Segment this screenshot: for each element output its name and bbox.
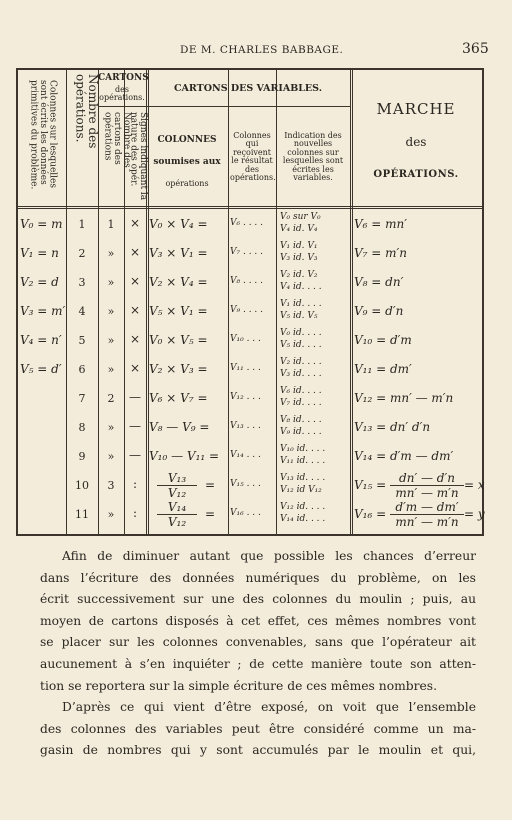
operations-table	[16, 68, 484, 536]
march-cell: V₉ = d′n	[354, 304, 404, 318]
march-lhs: V₁₆ =	[354, 507, 387, 521]
march-cell: V₁₂ = mn′ — m′n	[354, 391, 454, 405]
march-cell: V₁₀ = d′m	[354, 333, 412, 347]
carton-number-cell: »	[107, 450, 115, 463]
operand-fraction-denominator: V₁₂	[167, 486, 187, 500]
header-cartons-ops-sub: des opérations.	[99, 85, 145, 103]
result-column-cell: V₁₆ . . .	[230, 508, 261, 518]
march-rhs: = x	[464, 478, 485, 492]
sign-cell: :	[132, 506, 138, 520]
header-marche-operations: OPÉRATIONS.	[373, 169, 459, 180]
operation-cell: V₀ × V₄ =	[149, 217, 208, 231]
header-op-number: Nombre des opérations.	[73, 74, 101, 149]
sign-cell: —	[129, 448, 141, 462]
text-line: D’après ce qui vient d’être exposé, on voit que l’ensemble	[62, 700, 476, 715]
indication-line-1: V₁₂ id. . . .	[280, 502, 326, 512]
text-line: gasin de nombres qui y sont accumulés par le moulin et qui,	[40, 743, 476, 758]
page-header	[0, 41, 512, 60]
indication-line-1: V₁₀ id. . . .	[280, 444, 326, 454]
sign-cell: :	[132, 477, 138, 491]
carton-number-cell: »	[107, 334, 115, 347]
march-numerator: d′m — dm′	[390, 500, 464, 515]
sign-cell: ×	[129, 361, 141, 375]
carton-number-cell: »	[107, 363, 115, 376]
header-rule	[98, 106, 146, 107]
header-cartons-vars: CARTONS DES VARIABLES.	[174, 83, 322, 94]
indication-line-1: V₁₃ id. . . .	[280, 473, 326, 483]
carton-number-cell: »	[107, 305, 115, 318]
operation-cell: V₀ × V₅ =	[149, 333, 208, 347]
indication-line-2: V₅ id. V₅	[280, 311, 318, 321]
given-value-cell: V₃ = m′	[20, 304, 66, 318]
operand-fraction-denominator: V₁₂	[167, 515, 187, 529]
indication-line-2: V₃ id. V₃	[280, 253, 318, 263]
indication-line-1: V₀ sur V₀	[280, 212, 321, 222]
indication-line-1: V₆ id. . . .	[280, 386, 322, 396]
march-rhs: = y	[464, 507, 485, 521]
header-rule	[146, 106, 350, 107]
given-value-cell: V₁ = n	[20, 246, 59, 260]
result-column-cell: V₁₂ . . .	[230, 392, 261, 402]
indication-line-1: V₁ id. . . .	[280, 299, 322, 309]
op-number-cell: 6	[78, 363, 86, 376]
op-number-cell: 11	[75, 508, 89, 521]
result-column-cell: V₇ . . . .	[230, 247, 263, 257]
header-operands-3: opérations	[165, 179, 209, 188]
op-number-cell: 5	[78, 334, 86, 347]
operation-cell: V₃ × V₁ =	[149, 246, 208, 260]
text-line: aucunement à s’en inquiéter ; de cette manière toute son atten-	[40, 656, 476, 671]
operation-cell: V₁₀ — V₁₁ =	[149, 449, 220, 463]
result-column-cell: V₁₃ . . .	[230, 421, 261, 431]
march-cell: V₁₄ = d′m — dm′	[354, 449, 454, 463]
result-column-cell: V₁₁ . . .	[230, 363, 261, 373]
indication-line-1: V₂ id. . . .	[280, 357, 322, 367]
indication-line-1: V₀ id. . . .	[280, 328, 322, 338]
carton-number-cell: 2	[107, 392, 115, 405]
header-receive: Colonnes qui reçoivent le résultat des opérations.	[230, 131, 276, 182]
result-column-cell: V₁₀ . . .	[230, 334, 261, 344]
indication-line-2: V₁₁ id. . . .	[280, 456, 326, 466]
march-cell: V₆ = mn′	[354, 217, 407, 231]
running-title: DE M. CHARLES BABBAGE.	[180, 44, 344, 56]
operation-cell: V₆ × V₇ =	[149, 391, 208, 405]
text-line: dans l’écriture des données numériques du problème, on les	[40, 570, 476, 585]
op-number-cell: 1	[78, 218, 86, 231]
column-rule	[66, 70, 67, 534]
sign-cell: —	[129, 419, 141, 433]
header-carton-number: Nombre des cartons des opérations	[102, 112, 132, 168]
sign-cell: ×	[129, 332, 141, 346]
indication-line-2: V₉ id. . . .	[280, 427, 322, 437]
text-line: tion se reportera sur la simple écriture de ces mêmes nombres.	[40, 678, 438, 693]
indication-line-1: V₁ id. V₁	[280, 241, 318, 251]
carton-number-cell: 1	[107, 218, 115, 231]
sign-cell: ×	[129, 303, 141, 317]
sign-cell: ×	[129, 274, 141, 288]
indication-line-2: V₄ id. V₄	[280, 224, 318, 234]
sign-cell: ×	[129, 216, 141, 230]
text-line: Afin de diminuer autant que possible les chances d’erreur	[62, 549, 476, 563]
indication-line-1: V₂ id. V₂	[280, 270, 318, 280]
header-operands-2: soumises aux	[153, 157, 221, 167]
op-number-cell: 10	[75, 479, 89, 492]
given-value-cell: V₂ = d	[20, 275, 59, 289]
indication-line-2: V₇ id. . . .	[280, 398, 322, 408]
op-number-cell: 9	[78, 450, 86, 463]
carton-number-cell: »	[107, 247, 115, 260]
carton-number-cell: »	[107, 421, 115, 434]
page-number: 365	[462, 41, 489, 57]
header-marche: MARCHE	[376, 100, 456, 118]
header-signs: Signes indiquant la nature des opér.	[128, 112, 148, 201]
result-column-cell: V₆ . . . .	[230, 218, 263, 228]
column-rule	[276, 70, 277, 534]
sign-cell: —	[129, 390, 141, 404]
march-cell: V₇ = m′n	[354, 246, 407, 260]
op-number-cell: 2	[78, 247, 86, 260]
header-given-columns: Colonnes sur lesquelles sont écrits les données primitives du problème.	[28, 80, 58, 190]
text-line: écrit successivement sur une des colonnes du moulin ; puis, au	[40, 592, 476, 607]
indication-line-2: V₅ id. . . .	[280, 340, 322, 350]
result-column-cell: V₈ . . . .	[230, 276, 263, 286]
body-text	[40, 546, 476, 762]
text-line: se placer sur les colonnes convenables, sans que l’opérateur ait	[40, 635, 476, 650]
equals-sign: =	[205, 507, 216, 521]
result-column-cell: V₉ . . . .	[230, 305, 263, 315]
indication-line-2: V₁₄ id. . . .	[280, 514, 326, 524]
march-cell: V₈ = dn′	[354, 275, 404, 289]
operation-cell: V₂ × V₄ =	[149, 275, 208, 289]
operand-fraction-numerator: V₁₃	[157, 471, 197, 486]
carton-number-cell: »	[107, 276, 115, 289]
operand-fraction-numerator: V₁₄	[157, 500, 197, 515]
indication-line-2: V₃ id. . . .	[280, 369, 322, 379]
carton-number-cell: »	[107, 508, 115, 521]
column-rule	[228, 70, 229, 534]
header-cartons-ops: CARTONS	[98, 73, 149, 83]
march-lhs: V₁₅ =	[354, 478, 387, 492]
operation-cell: V₂ × V₃ =	[149, 362, 208, 376]
header-rule	[18, 206, 482, 209]
operation-cell: V₈ — V₉ =	[149, 420, 210, 434]
header-marche-des: des	[405, 135, 427, 149]
given-value-cell: V₅ = d′	[20, 362, 62, 376]
indication-line-2: V₄ id. . . .	[280, 282, 322, 292]
op-number-cell: 3	[78, 276, 86, 289]
carton-number-cell: 3	[107, 479, 115, 492]
march-cell: V₁₁ = dm′	[354, 362, 412, 376]
text-line: des colonnes des variables peut être considéré comme un ma-	[40, 721, 476, 736]
operation-cell: V₅ × V₁ =	[149, 304, 208, 318]
op-number-cell: 7	[78, 392, 86, 405]
op-number-cell: 8	[78, 421, 86, 434]
march-denominator: mn′ — m′n	[395, 486, 459, 500]
op-number-cell: 4	[78, 305, 86, 318]
header-operands-1: COLONNES	[157, 135, 217, 145]
march-cell: V₁₃ = dn′ d′n	[354, 420, 431, 434]
text-line: moyen de cartons disposés à cet effet, ces mêmes nombres vont	[40, 613, 476, 628]
march-denominator: mn′ — m′n	[395, 515, 459, 529]
indication-line-2: V₁₂ id V₁₂	[280, 485, 322, 495]
header-indication: Indication des nouvelles colonnes sur lesquelles sont écrites les variables.	[282, 131, 344, 182]
sign-cell: ×	[129, 245, 141, 259]
given-value-cell: V₄ = n′	[20, 333, 62, 347]
result-column-cell: V₁₅ . . .	[230, 479, 261, 489]
given-value-cell: V₀ = m	[20, 217, 63, 231]
indication-line-1: V₈ id. . . .	[280, 415, 322, 425]
equals-sign: =	[205, 478, 216, 492]
result-column-cell: V₁₄ . . .	[230, 450, 261, 460]
march-numerator: dn′ — d′n	[390, 471, 464, 486]
